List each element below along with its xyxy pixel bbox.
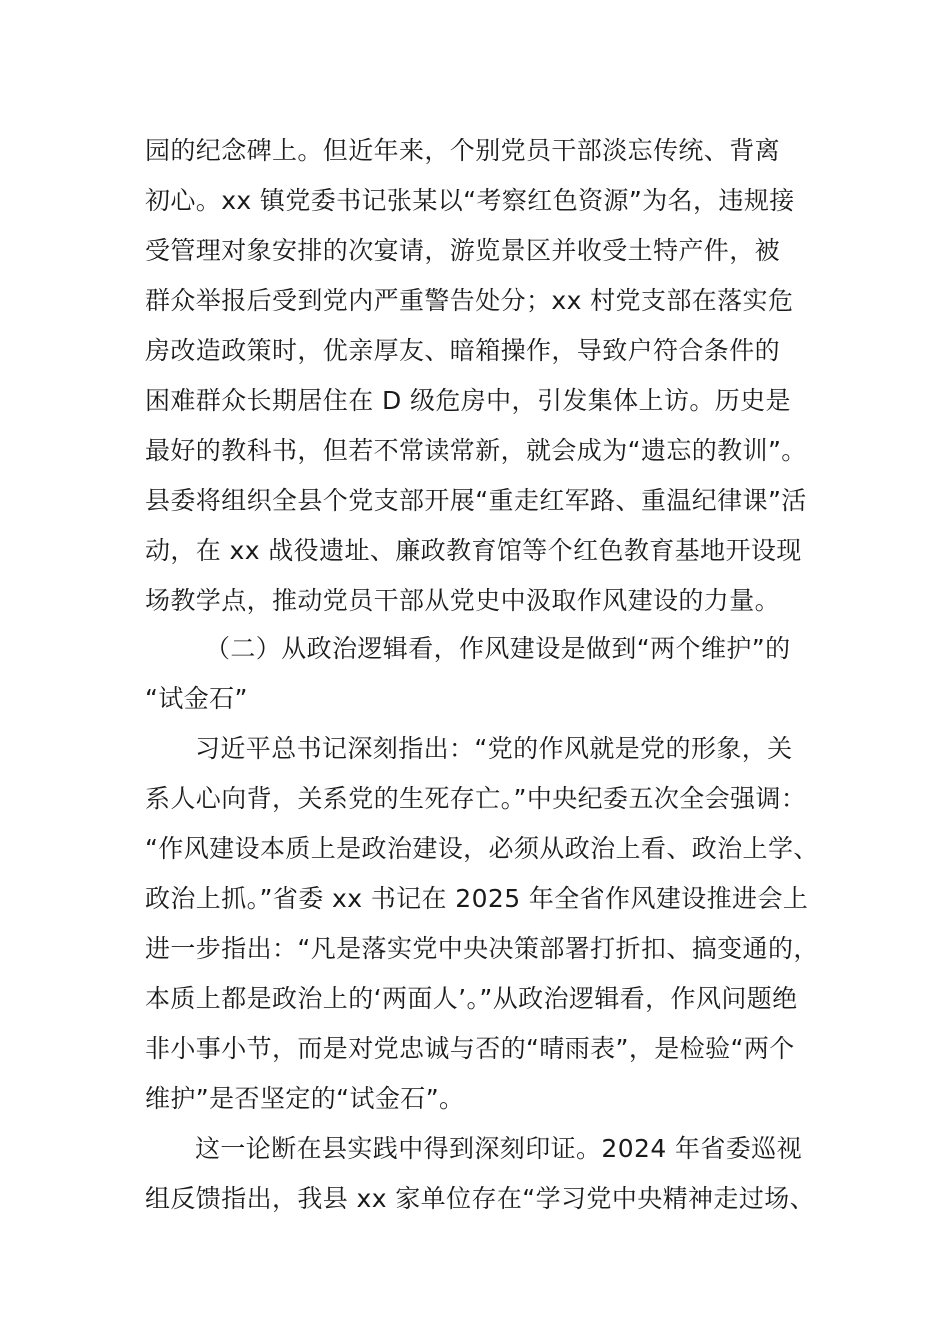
paragraph-line: 非小事小节，而是对党忠诚与否的“晴雨表”，是检验“两个: [145, 1034, 795, 1063]
paragraph-line: 系人心向背，关系党的生死存亡。”中央纪委五次全会强调：: [145, 784, 807, 813]
paragraph-line: 本质上都是政治上的‘两面人’。”从政治逻辑看，作风问题绝: [145, 984, 798, 1013]
paragraph-line: “作风建设本质上是政治建设，必须从政治上看、政治上学、: [145, 834, 819, 863]
section-heading-continuation: “试金石”: [145, 684, 248, 713]
paragraph-line: 困难群众长期居住在 D 级危房中，引发集体上访。历史是: [145, 386, 791, 415]
paragraph-line: 维护”是否坚定的“试金石”。: [145, 1084, 465, 1113]
paragraph-line: 房改造政策时，优亲厚友、暗箱操作，导致户符合条件的: [145, 336, 781, 365]
paragraph-line: 这一论断在县实践中得到深刻印证。2024 年省委巡视: [195, 1134, 802, 1163]
paragraph-line: 习近平总书记深刻指出：“党的作风就是党的形象，关: [195, 734, 793, 763]
paragraph-line: 园的纪念碑上。但近年来，个别党员干部淡忘传统、背离: [145, 136, 781, 165]
paragraph-line: 进一步指出：“凡是落实党中央决策部署打折扣、搞变通的，: [145, 934, 819, 963]
paragraph-line: 动，在 xx 战役遗址、廉政教育馆等个红色教育基地开设现: [145, 536, 802, 565]
paragraph-line: 受管理对象安排的次宴请，游览景区并收受土特产件，被: [145, 236, 781, 265]
paragraph-line: 场教学点，推动党员干部从党史中汲取作风建设的力量。: [145, 586, 781, 615]
section-heading: （二）从政治逻辑看，作风建设是做到“两个维护”的: [205, 634, 791, 663]
paragraph-line: 县委将组织全县个党支部开展“重走红军路、重温纪律课”活: [145, 486, 807, 515]
paragraph-line: 最好的教科书，但若不常读常新，就会成为“遗忘的教训”。: [145, 436, 807, 465]
paragraph-line: 组反馈指出，我县 xx 家单位存在“学习党中央精神走过场、: [145, 1184, 816, 1213]
paragraph-line: 群众举报后受到党内严重警告处分；xx 村党支部在落实危: [145, 286, 794, 315]
paragraph-line: 政治上抓。”省委 xx 书记在 2025 年全省作风建设推进会上: [145, 884, 809, 913]
paragraph-line: 初心。xx 镇党委书记张某以“考察红色资源”为名，违规接: [145, 186, 795, 215]
